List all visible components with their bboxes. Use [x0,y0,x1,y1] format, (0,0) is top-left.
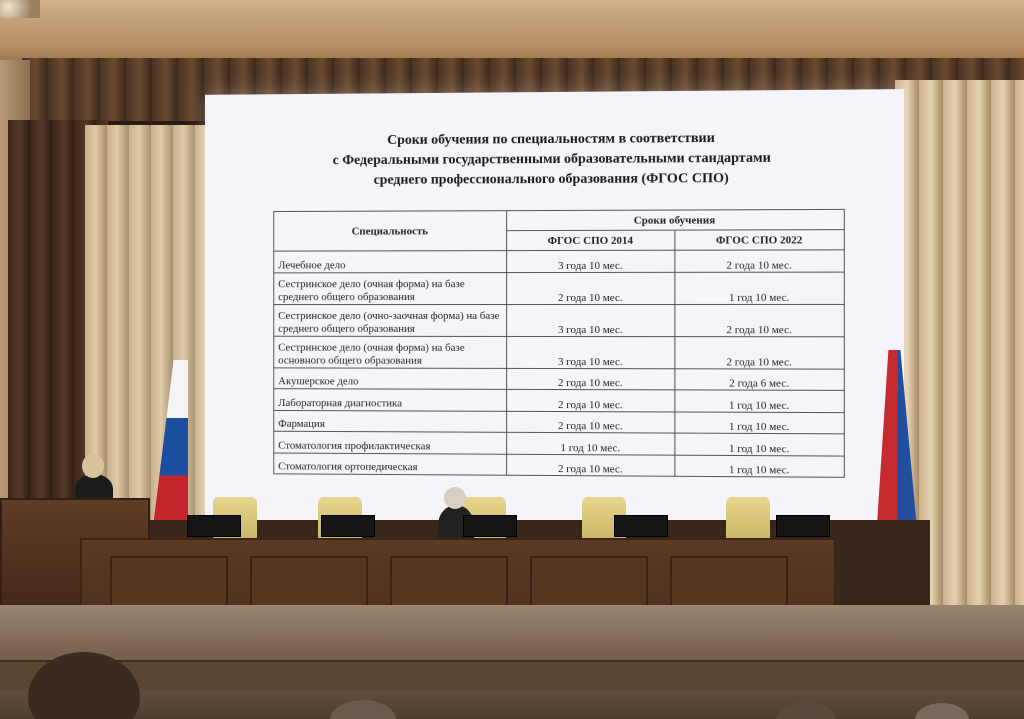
cell-2014: 2 года 10 мес. [507,454,675,477]
table-row [274,410,845,434]
slide-title-line: среднего профессионального образования (ФГОС СПО) [373,171,729,188]
slide-title-line: Сроки обучения по специальностям в соответствии [387,130,715,148]
cell-specialty: Сестринское дело (очно-заочная форма) на базе среднего общего образования [274,304,507,336]
table-row [274,304,845,336]
cell-2022: 1 год 10 мес. [674,390,844,412]
cell-specialty: Фармация [274,410,507,432]
table-row [274,367,845,390]
desk-monitor [776,515,830,537]
cell-2014: 3 года 10 мес. [507,250,675,272]
chair [726,497,770,543]
cell-2014: 1 год 10 мес. [507,432,675,454]
cell-specialty: Акушерское дело [274,367,507,389]
header-duration-group: Сроки обучения [507,209,845,230]
projection-screen [205,89,904,531]
training-duration-table [273,209,845,478]
cell-2022: 2 года 6 мес. [674,368,844,390]
header-fgos-2022: ФГОС СПО 2022 [674,230,844,251]
cell-2014: 3 года 10 мес. [507,336,675,368]
header-specialty: Специальность [274,211,507,251]
cell-specialty: Стоматология профилактическая [274,431,507,454]
cell-2014: 2 года 10 мес. [507,368,675,390]
cell-2022: 1 год 10 мес. [674,455,844,478]
desk-monitor [463,515,517,537]
cell-specialty: Сестринское дело (очная форма) на базе среднего общего образования [274,272,507,304]
table-row [274,250,845,273]
table-row [274,453,845,478]
table-row [274,389,845,412]
stage-step [0,660,1024,690]
slide-title [303,128,802,191]
seated-presenter-head [444,487,466,509]
ceiling-light [0,0,40,18]
cell-2022: 2 года 10 мес. [674,336,844,369]
cell-specialty: Лечебное дело [274,251,507,273]
cell-specialty: Сестринское дело (очная форма) на базе основного общего образования [274,336,507,368]
desk-monitor [321,515,375,537]
speaker-head [82,454,104,478]
cell-specialty: Лабораторная диагностика [274,389,507,411]
cell-2022: 2 года 10 мес. [674,304,844,336]
header-fgos-2014: ФГОС СПО 2014 [507,230,675,250]
cell-specialty: Стоматология ортопедическая [274,453,507,476]
table-row [274,272,845,304]
cell-2014: 2 года 10 мес. [507,389,675,411]
left-curtain [85,125,213,520]
cell-2014: 3 года 10 мес. [507,304,675,336]
table-row [274,431,845,455]
table-row [274,336,845,369]
desk-monitor [187,515,241,537]
cell-2022: 2 года 10 мес. [674,250,844,272]
cell-2014: 2 года 10 мес. [507,272,675,304]
cell-2014: 2 года 10 мес. [507,411,675,433]
desk-monitor [614,515,668,537]
cell-2022: 1 год 10 мес. [674,272,844,304]
slide-title-line: с Федеральными государственными образовательными стандартами [332,150,771,169]
cell-2022: 1 год 10 мес. [674,433,844,456]
cell-2022: 1 год 10 мес. [674,411,844,433]
